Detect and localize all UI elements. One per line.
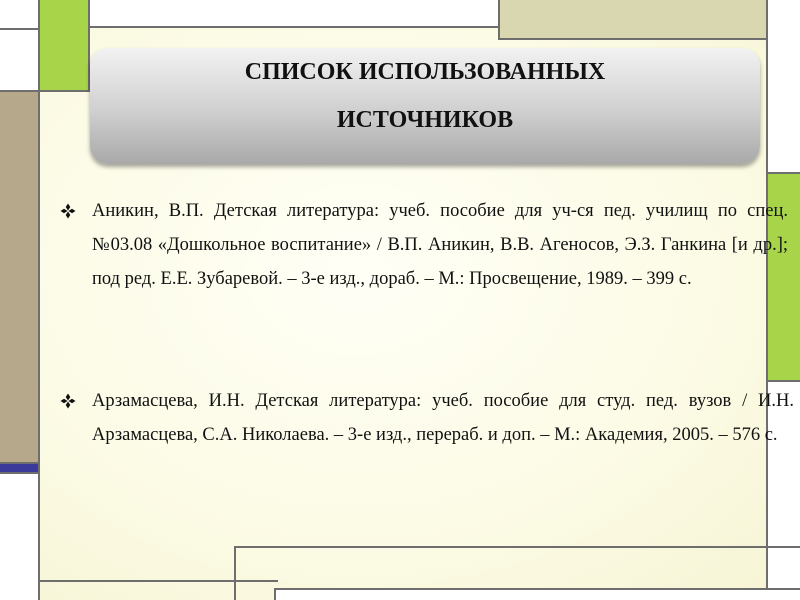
diamond-bullet-icon — [60, 393, 76, 409]
reference-text: Арзамасцева, И.Н. Детская литература: учеб. пособие для студ. пед. вузов / И.Н. Арзамасцева, С.А. Николаева. – 3-е изд., перераб. и доп. – М.: Академия, 2005. – 576 с. — [92, 391, 794, 445]
title-line-2: ИСТОЧНИКОВ — [336, 107, 514, 133]
deco-block-green — [38, 0, 90, 92]
deco-block-left-tan — [0, 90, 40, 464]
slide-title — [90, 48, 760, 144]
deco-block-bottom-strip — [274, 588, 800, 600]
deco-block-right-white-upper — [766, 0, 800, 174]
title-line-1: СПИСОК ИСПОЛЬЗОВАННЫХ — [244, 59, 606, 85]
deco-block-left-white — [0, 28, 40, 92]
deco-block-left-bottom-white — [0, 472, 40, 600]
deco-block-top-bar — [88, 0, 500, 28]
diamond-bullet-icon — [60, 203, 76, 219]
reference-text: Аникин, В.П. Детская литература: учеб. пособие для уч-ся пед. училищ по спец. №03.08 «Дошкольное воспитание» / В.П. Аникин, В.В. Агеносов, Э.З. Ганкина [и др.]; под ред. Е.Е. Зубаревой. – 3-е изд., дораб. – М.: Просвещение, 1989. – 399 с. — [92, 201, 788, 289]
deco-block-top-right-tan — [498, 0, 770, 40]
